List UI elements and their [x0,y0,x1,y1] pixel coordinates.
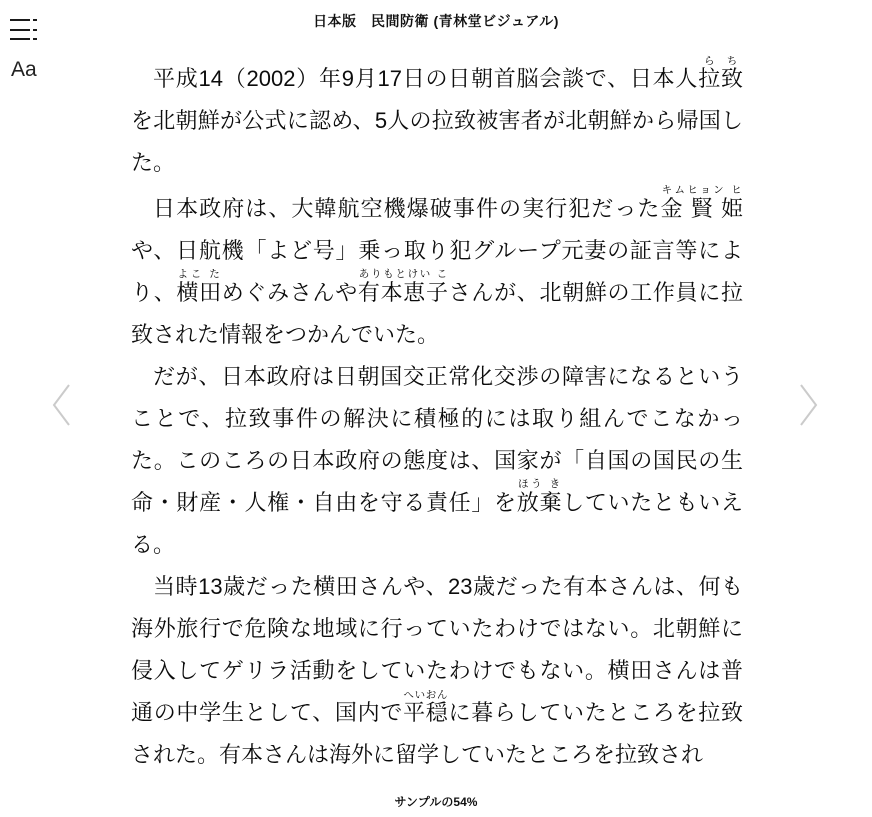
ruby-annotated-text: 有本恵子ありもとけい こ [357,268,449,305]
font-settings-button[interactable]: Aa [11,58,37,81]
book-title: 日本版 民間防衛 (青林堂ビジュアル) [313,13,559,29]
ruby-annotated-text: 平穏へいおん [403,689,449,725]
ruby-annotated-text: 致ち [720,55,743,91]
chevron-left-icon [48,381,76,429]
paragraph: 平成14（2002）年9月17日の日朝首脳会談で、日本人拉ら致ちを北朝鮮が公式に認め、5人の拉致被害者が北朝鮮から帰国した。 [131,55,743,175]
paragraph: だが、日本政府は日朝国交正常化交渉の障害になるということで、拉致事件の解決に積極的には取り組んでこなかった。このころの日本政府の態度は、国家が「自国の国民の生命・財産・人権・自由を守る責任」を放棄ほう きしていたともいえる。 [131,364,743,557]
paragraph: 当時13歳だった横田さんや、23歳だった有本さんは、何も海外旅行で危険な地域に行っていたわけではない。北朝鮮に侵入してゲリラ活動をしていたわけでもない。横田さんは普通の中学生として、国内で平穏へいおんに暮らしていたところを拉致された。有本さんは海外に留学していたところを拉致され [131,574,743,767]
ruby-annotated-text: 放棄ほう き [516,478,563,515]
ruby-annotated-text: 金 賢 姫キムヒョン ヒ [660,184,743,221]
chevron-right-icon [794,381,822,429]
ruby-annotated-text: 拉ら [698,55,721,91]
paragraph: 日本政府は、大韓航空機爆破事件の実行犯だった金 賢 姫キムヒョン ヒや、日航機「よど号」乗っ取り犯グループ元妻の証言等により、横田よこ ためぐみさんや有本恵子ありもとけい こさんが、北朝鮮の工作員に拉致された情報をつかんでいた。 [131,184,743,347]
page-text [131,55,743,776]
progress-label: サンプルの54% [394,795,478,809]
next-page-button[interactable] [794,381,822,429]
prev-page-button[interactable] [48,381,76,429]
ruby-annotated-text: 横田よこ た [176,268,222,305]
